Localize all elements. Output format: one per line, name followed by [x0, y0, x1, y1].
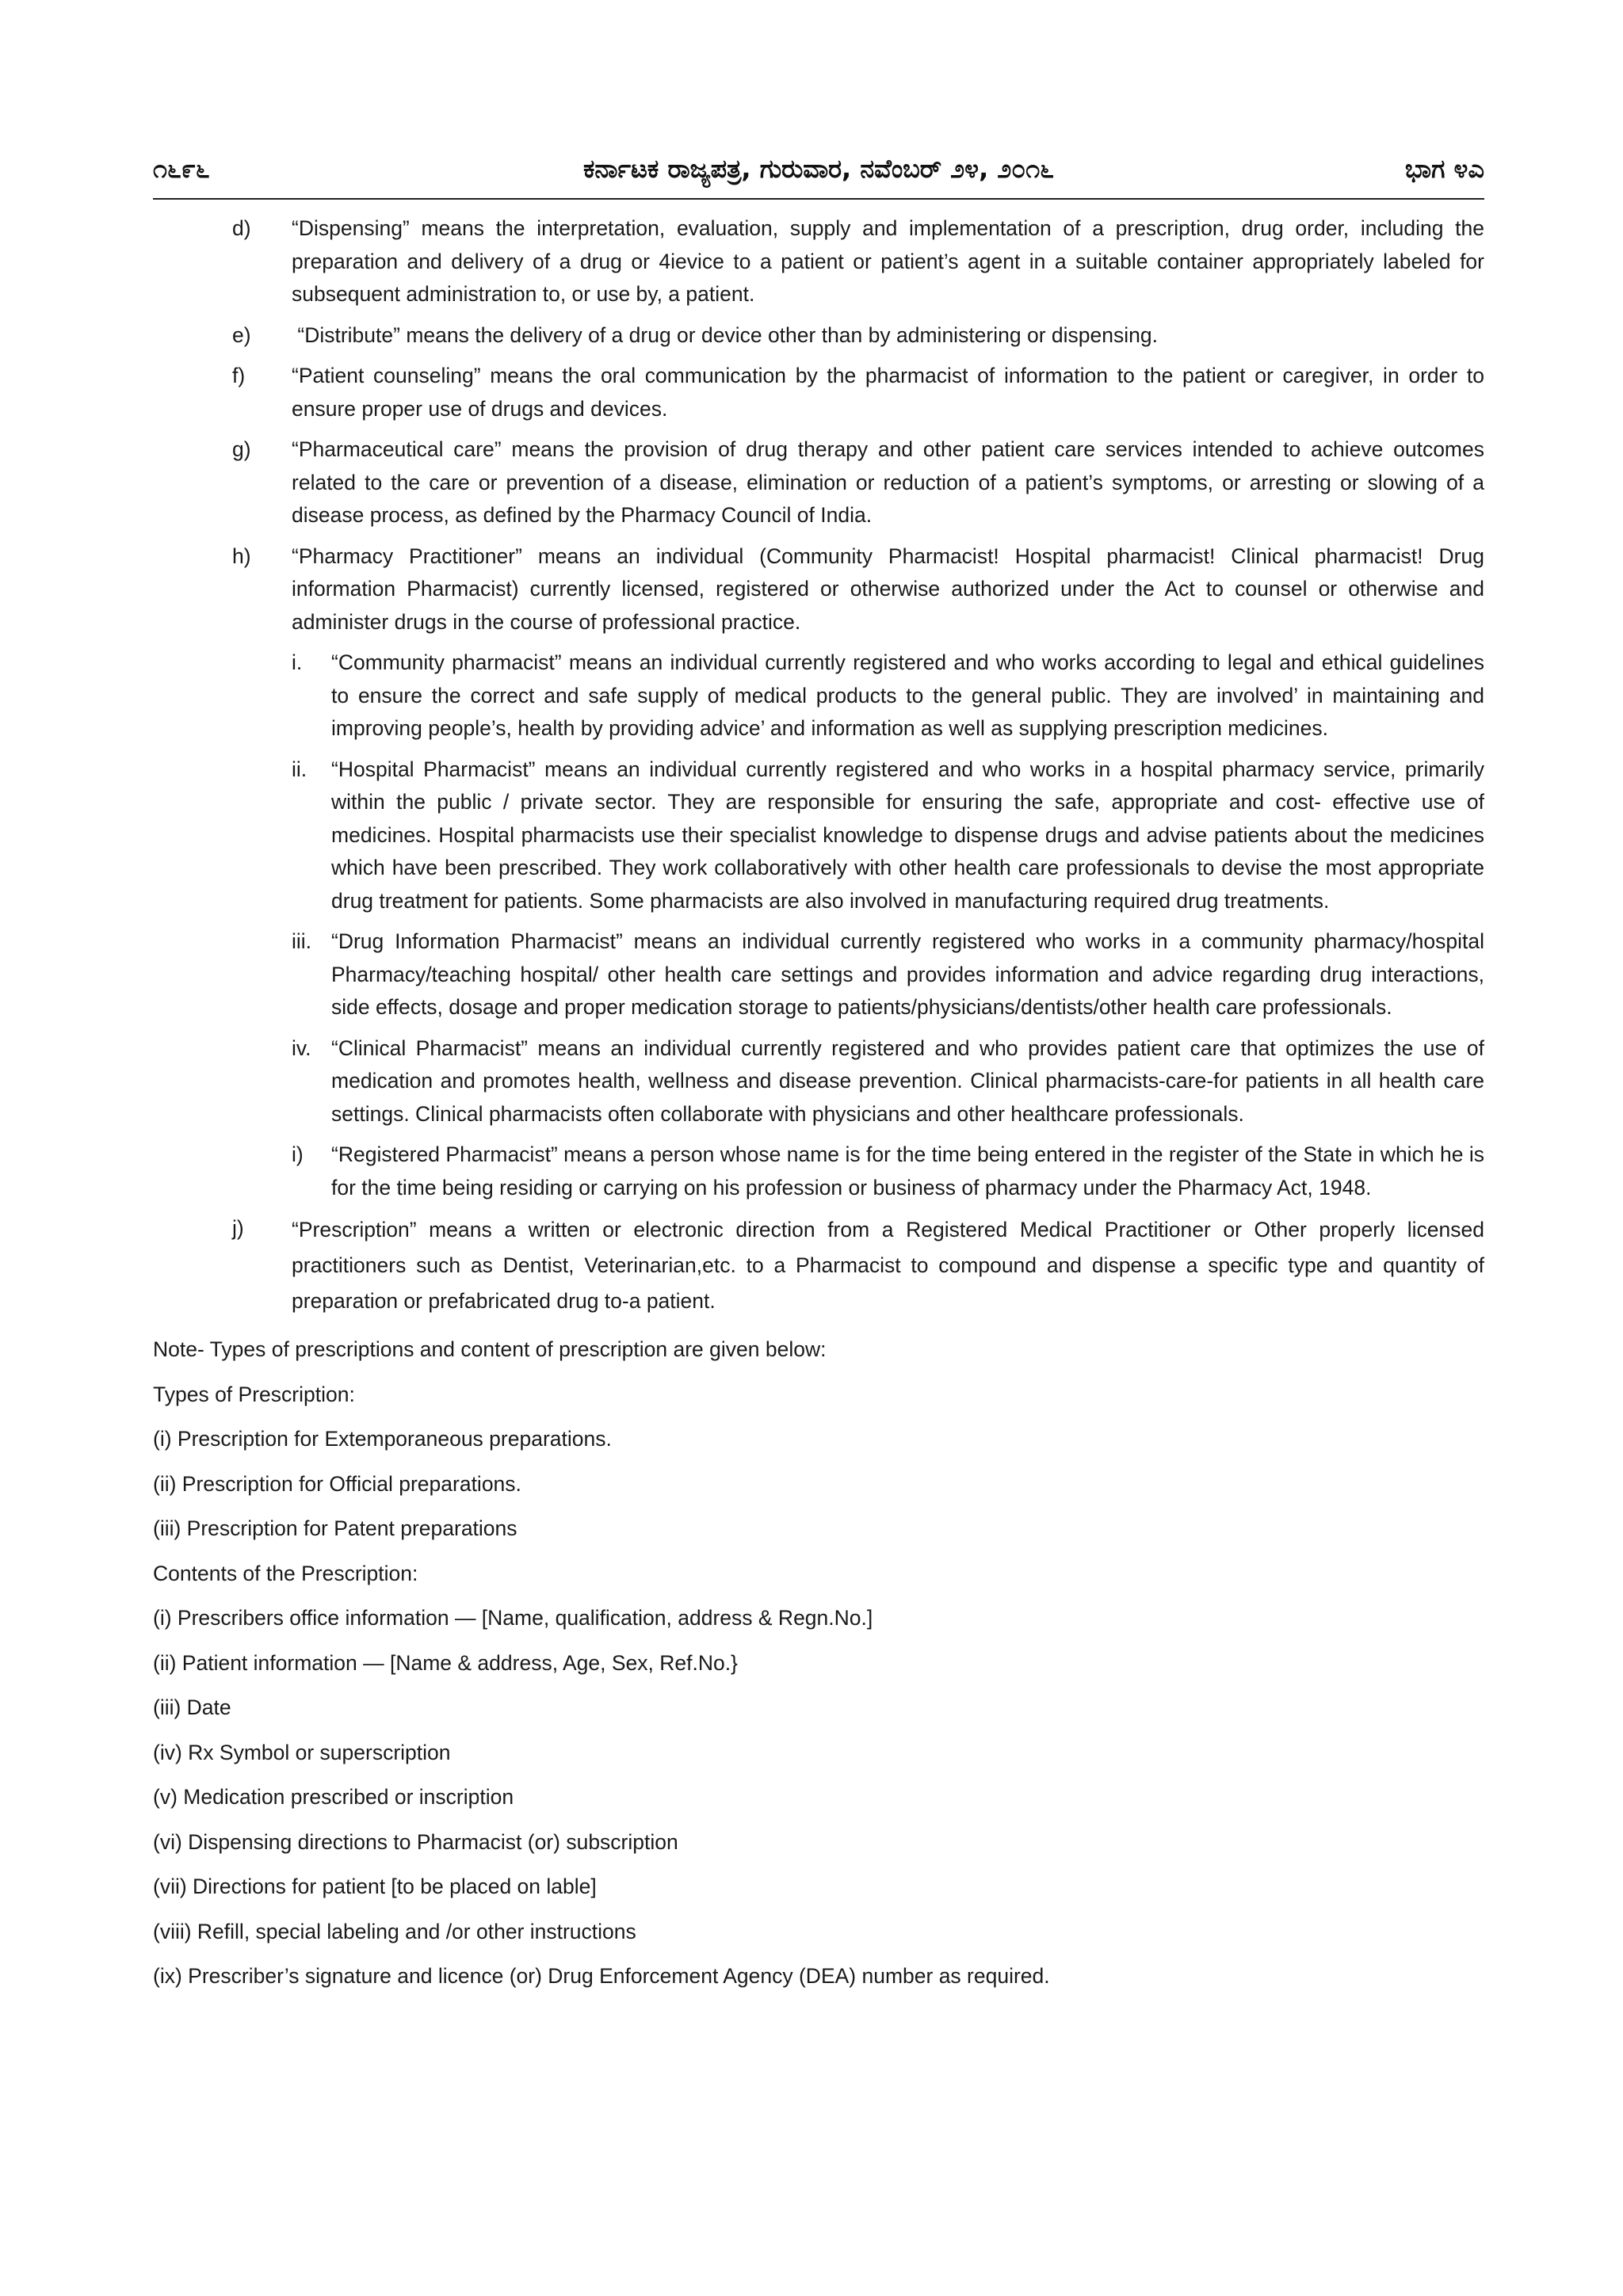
list-item: (vii) Directions for patient [to be placed on lable] — [153, 1875, 597, 1898]
definition-item — [153, 319, 1484, 353]
list-item: (ii) Patient information — [Name & address, Age, Sex, Ref.No.} — [153, 1650, 738, 1675]
list-item: (i) Prescription for Extemporaneous preparations. — [153, 1427, 612, 1451]
definition-text: “Dispensing” means the interpretation, evaluation, supply and implementation of a prescription, drug order, including the preparation and delivery of a drug or 4ievice to a patient or patient’s agent in a suitable container appropriately labeled for subsequent administration to, or use by, a patient. — [292, 216, 1484, 306]
definition-label: f) — [232, 364, 246, 387]
list-item: (i) Prescribers office information — [Name, qualification, address & Regn.No.] — [153, 1606, 873, 1630]
subdefinition-item — [153, 1138, 1484, 1204]
subdefinition-text: “Drug Information Pharmacist” means an individual currently registered who works in a community pharmacy/hospital Pharmacy/teaching hospital/ other health care settings and provides information and advice regarding drug interactions, side effects, dosage and proper medication storage to patients/physicians/dentists/other health care professionals. — [331, 929, 1484, 1019]
subdefinition-item — [153, 925, 1484, 1024]
definition-text: “Distribute” means the delivery of a drug or device other than by administering or dispensing. — [292, 322, 1158, 347]
definition-label: h) — [232, 543, 251, 568]
header-divider — [153, 198, 1484, 200]
subdefinition-item — [153, 753, 1484, 918]
definition-label: d) — [232, 216, 251, 240]
gazette-title: ಕರ್ನಾಟಕ ರಾಜ್ಯಪತ್ರ, ಗುರುವಾರ, ನವೆಂಬರ್ ೨೪, ೨೦೧೬ — [582, 154, 1055, 184]
list-item: (ix) Prescriber’s signature and licence (or) Drug Enforcement Agency (DEA) number as required. — [153, 1964, 1050, 1988]
subdefinition-label: i. — [292, 650, 303, 674]
page-header — [153, 149, 1484, 193]
definition-label: e) — [232, 322, 251, 347]
definition-text: “Pharmacy Practitioner” means an individual (Community Pharmacist! Hospital pharmacist! Clinical pharmacist! Drug information Pharmacist) currently licensed, registered or otherwise authorized under the Act to counsel or otherwise and administer drugs in the course of professional practice. — [292, 543, 1484, 634]
subdefinition-text: “Community pharmacist” means an individual currently registered and who works according to legal and ethical guidelines to ensure the correct and safe supply of medical products to the general public. They are involved’ in maintaining and improving people’s, health by providing advice’ and information as well as supplying prescription medicines. — [331, 650, 1484, 740]
subdefinition-item — [153, 646, 1484, 746]
subdefinition-text: “Hospital Pharmacist” means an individual currently registered and who works in a hospital pharmacy service, primarily within the public / private sector. They are responsible for ensuring the safe, appropriate and cost- effective use of medicines. Hospital pharmacists use their specialist knowledge to dispense drugs and advise patients about the medicines which have been prescribed. They work collaboratively with other health care professionals to devise the most appropriate drug treatment for patients. Some pharmacists are also involved in manufacturing required drug treatments. — [331, 757, 1484, 913]
list-item: (iv) Rx Symbol or superscription — [153, 1740, 451, 1764]
list-item: (ii) Prescription for Official preparations. — [153, 1471, 521, 1496]
subdefinition-label: i) — [292, 1142, 304, 1166]
definition-text: “Patient counseling” means the oral communication by the pharmacist of information to the patient or caregiver, in order to ensure proper use of drugs and devices. — [292, 364, 1484, 421]
definition-item — [153, 540, 1484, 639]
definition-label: g) — [232, 437, 251, 461]
definition-item — [153, 433, 1484, 532]
list-item: (viii) Refill, special labeling and /or other instructions — [153, 1919, 636, 1943]
subdefinition-text: “Registered Pharmacist” means a person whose name is for the time being entered in the register of the State in which he is for the time being residing or carrying on his profession or business of pharmacy under the Pharmacy Act, 1948. — [331, 1142, 1484, 1199]
subdefinition-label: iii. — [292, 929, 312, 953]
definition-item — [153, 1212, 1484, 1319]
subdefinition-text: “Clinical Pharmacist” means an individual currently registered and who provides patient care that optimizes the use of medication and promotes health, wellness and disease prevention. Clinical pharmacists-care-for patients in all health care settings. Clinical pharmacists often collaborate with physicians and other healthcare professionals. — [331, 1035, 1484, 1126]
list-item: (vi) Dispensing directions to Pharmacist (or) subscription — [153, 1829, 678, 1854]
list-item: (iii) Prescription for Patent preparations — [153, 1516, 517, 1540]
note-line: Note- Types of prescriptions and content of prescription are given below: — [153, 1337, 827, 1361]
definition-item — [153, 212, 1484, 311]
types-heading: Types of Prescription: — [153, 1382, 355, 1406]
subdefinition-label: iv. — [292, 1035, 311, 1060]
document-body — [153, 212, 1484, 1999]
list-item: (iii) Date — [153, 1695, 231, 1719]
definition-label: j) — [232, 1216, 244, 1240]
contents-heading: Contents of the Prescription: — [153, 1561, 418, 1585]
subdefinition-label: ii. — [292, 757, 307, 781]
list-item: (v) Medication prescribed or inscription — [153, 1785, 514, 1809]
definition-text: “Prescription” means a written or electronic direction from a Registered Medical Practitioner or Other properly licensed practitioners such as Dentist, Veterinarian,etc. to a Pharmacist to compound and dispense a specific type and quantity of preparation or prefabricated drug to-a patient. — [292, 1218, 1484, 1313]
definition-item — [153, 360, 1484, 425]
definition-text: “Pharmaceutical care” means the provision of drug therapy and other patient care services intended to achieve outcomes related to the care or prevention of a disease, elimination or reduction of a patient’s symptoms, or arresting or slowing of a disease process, as defined by the Pharmacy Council of India. — [292, 437, 1484, 527]
page-number: ೧೬೯೬ — [153, 154, 210, 184]
gazette-part: ಭಾಗ ೪ಎ — [1404, 154, 1484, 184]
subdefinition-item — [153, 1032, 1484, 1131]
